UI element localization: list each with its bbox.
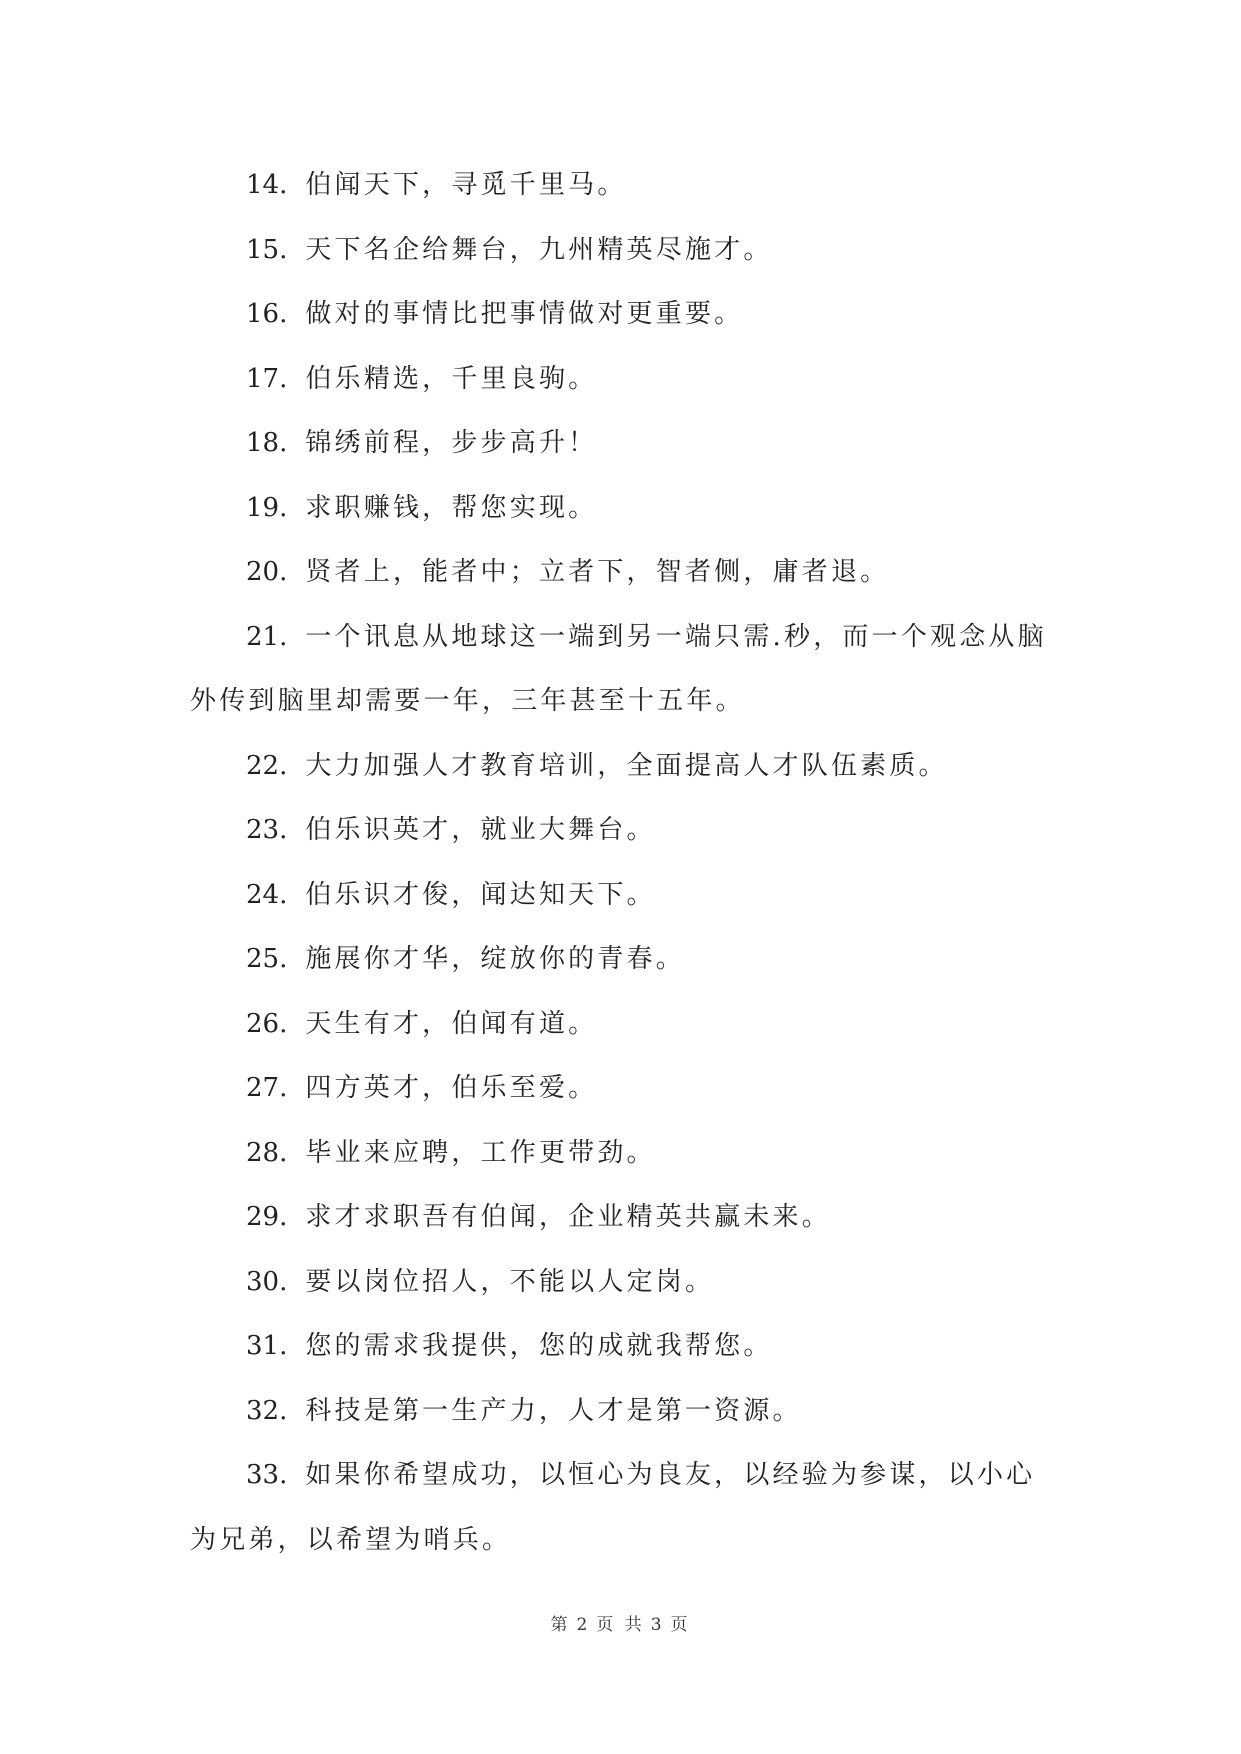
item-text: 求职赚钱，帮您实现。 bbox=[305, 492, 598, 523]
list-item bbox=[190, 605, 1060, 734]
list-item bbox=[190, 1121, 1060, 1186]
slogan-list bbox=[190, 153, 1060, 1572]
item-text: 毕业来应聘，工作更带劲。 bbox=[305, 1137, 656, 1168]
item-text: 天下名企给舞台，九州精英尽施才。 bbox=[305, 234, 773, 265]
item-number: 22. bbox=[246, 750, 288, 781]
item-number: 28. bbox=[246, 1137, 288, 1168]
item-text: 做对的事情比把事情做对更重要。 bbox=[305, 299, 744, 329]
list-item bbox=[190, 1056, 1060, 1121]
footer-prefix: 第 bbox=[550, 1615, 571, 1635]
item-text: 您的需求我提供，您的成就我帮您。 bbox=[305, 1331, 773, 1361]
item-text: 施展你才华，绽放你的青春。 bbox=[305, 944, 685, 974]
item-number: 14. bbox=[246, 170, 288, 200]
item-number: 25. bbox=[246, 944, 288, 974]
list-item bbox=[190, 1250, 1060, 1315]
item-number: 30. bbox=[246, 1266, 288, 1297]
footer-suffix: 页 bbox=[670, 1615, 691, 1635]
item-number: 31. bbox=[246, 1331, 288, 1361]
list-item bbox=[190, 1185, 1060, 1250]
item-number: 26. bbox=[246, 1008, 288, 1039]
list-item bbox=[190, 863, 1060, 928]
item-number: 24. bbox=[246, 879, 288, 910]
item-text: 伯乐精选，千里良驹。 bbox=[305, 363, 598, 394]
list-item bbox=[190, 1379, 1060, 1444]
item-number: 17. bbox=[246, 363, 288, 394]
item-text: 锦绣前程，步步高升！ bbox=[305, 428, 598, 458]
list-item bbox=[190, 476, 1060, 541]
list-item bbox=[190, 347, 1060, 412]
item-text: 贤者上，能者中；立者下，智者侧，庸者退。 bbox=[305, 557, 890, 587]
footer-middle: 页 共 bbox=[596, 1615, 645, 1635]
list-item bbox=[190, 540, 1060, 605]
list-item bbox=[190, 1314, 1060, 1379]
list-item bbox=[190, 734, 1060, 799]
list-item bbox=[190, 411, 1060, 476]
item-text: 求才求职吾有伯闻，企业精英共赢未来。 bbox=[305, 1202, 831, 1232]
item-text: 大力加强人才教育培训，全面提高人才队伍素质。 bbox=[305, 750, 948, 781]
list-item bbox=[190, 153, 1060, 218]
item-number: 23. bbox=[246, 815, 288, 845]
total-pages-number: 3 bbox=[650, 1615, 665, 1635]
item-number: 32. bbox=[246, 1395, 288, 1426]
item-text: 伯乐识才俊，闻达知天下。 bbox=[305, 879, 656, 910]
item-number: 21. bbox=[246, 621, 288, 652]
item-text: 一个讯息从地球这一端到另一端只需.秒，而一个观念从脑外传到脑里却需要一年，三年甚至十五年。 bbox=[190, 621, 1047, 716]
item-number: 20. bbox=[246, 557, 288, 587]
list-item bbox=[190, 992, 1060, 1057]
list-item bbox=[190, 218, 1060, 283]
list-item bbox=[190, 798, 1060, 863]
item-number: 29. bbox=[246, 1202, 288, 1232]
item-text: 天生有才，伯闻有道。 bbox=[305, 1008, 598, 1039]
item-number: 33. bbox=[246, 1460, 288, 1490]
item-text: 四方英才，伯乐至爱。 bbox=[305, 1073, 598, 1103]
item-number: 27. bbox=[246, 1073, 288, 1103]
item-number: 19. bbox=[246, 492, 288, 523]
item-text: 如果你希望成功，以恒心为良友，以经验为参谋，以小心为兄弟，以希望为哨兵。 bbox=[190, 1460, 1036, 1555]
item-text: 科技是第一生产力，人才是第一资源。 bbox=[305, 1395, 802, 1426]
item-text: 伯乐识英才，就业大舞台。 bbox=[305, 815, 656, 845]
item-number: 18. bbox=[246, 428, 288, 458]
page-footer bbox=[0, 1610, 1241, 1635]
list-item bbox=[190, 927, 1060, 992]
item-number: 16. bbox=[246, 299, 288, 329]
item-text: 伯闻天下，寻觅千里马。 bbox=[305, 170, 627, 200]
list-item bbox=[190, 282, 1060, 347]
item-text: 要以岗位招人，不能以人定岗。 bbox=[305, 1266, 715, 1297]
list-item bbox=[190, 1443, 1060, 1572]
current-page-number: 2 bbox=[576, 1615, 591, 1635]
item-number: 15. bbox=[246, 234, 288, 265]
